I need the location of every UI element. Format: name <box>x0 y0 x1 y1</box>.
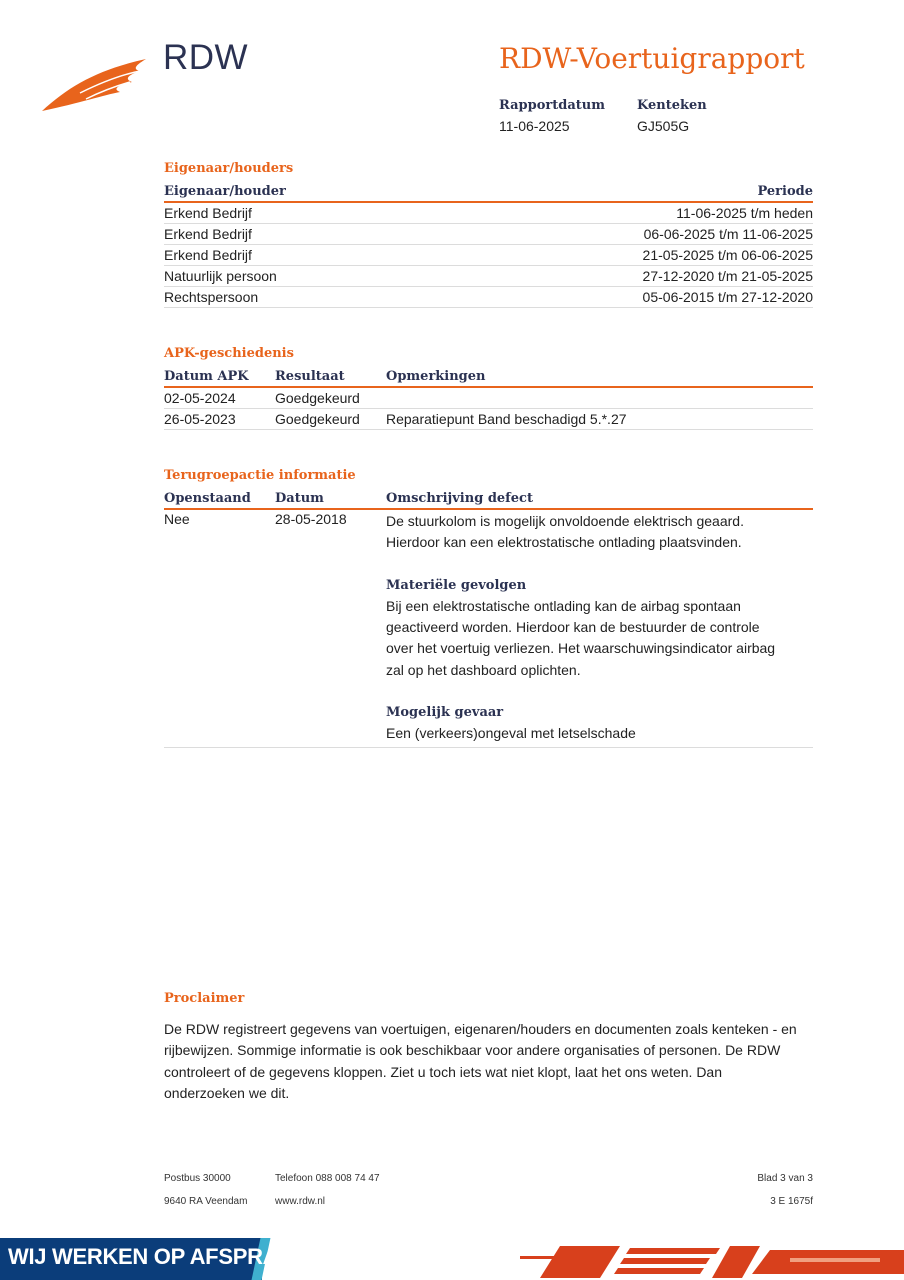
footer-phone: Telefoon 088 008 74 47 <box>275 1173 380 1184</box>
owner-cell: Erkend Bedrijf <box>164 202 435 224</box>
recall-consequences: Bij een elektrostatische ontlading kan de airbag spontaan geactiveerd worden. Hierdoor kan de bestuurder de controle over het voertuig verliezen. Het waarschuwingsindicator airbag zal op het dashboard oplichten. <box>386 597 776 678</box>
report-date-label: Rapportdatum <box>499 98 605 113</box>
recall-table <box>164 488 813 748</box>
recall-col-open: Openstaand <box>164 488 275 509</box>
period-cell: 06-06-2025 t/m 11-06-2025 <box>435 224 813 245</box>
recall-col-desc: Omschrijving defect <box>386 488 813 509</box>
table-row <box>164 509 813 747</box>
table-row <box>164 409 813 430</box>
period-cell: 21-05-2025 t/m 06-06-2025 <box>435 245 813 266</box>
plate-label: Kenteken <box>637 98 707 113</box>
period-cell: 05-06-2015 t/m 27-12-2020 <box>435 287 813 308</box>
owner-cell: Natuurlijk persoon <box>164 266 435 287</box>
apk-col-remarks: Opmerkingen <box>386 366 813 387</box>
speed-stripes-icon <box>520 1244 904 1280</box>
apk-result-cell: Goedgekeurd <box>275 409 386 430</box>
banner-text: WIJ WERKEN OP AFSPRAAK <box>8 1244 310 1269</box>
disclaimer-text: De RDW registreert gegevens van voertuigen, eigenaren/houders en documenten zoals kenteken - en rijbewijzen. Sommige informatie is ook beschikbaar voor andere organisaties of personen. De RDW controleert of de gegevens kloppen. Ziet u toch iets wat niet klopt, laat het ons weten. Dan onderzoeken we dit. <box>164 1021 797 1101</box>
apk-col-result: Resultaat <box>275 366 386 387</box>
recall-open-cell: Nee <box>164 509 275 747</box>
apk-col-date: Datum APK <box>164 366 275 387</box>
recall-danger-title: Mogelijk gevaar <box>386 705 504 721</box>
footer-address-2: 9640 RA Veendam <box>164 1196 248 1207</box>
owners-table <box>164 181 813 308</box>
table-row <box>164 287 813 308</box>
owners-section-title: Eigenaar/houders <box>164 161 294 176</box>
apk-remarks-cell: Reparatiepunt Band beschadigd 5.*.27 <box>386 409 813 430</box>
table-row <box>164 224 813 245</box>
footer-website[interactable]: www.rdw.nl <box>275 1196 326 1207</box>
table-row <box>164 387 813 409</box>
owners-col-period: Periode <box>435 181 813 202</box>
footer-address-1: Postbus 30000 <box>164 1173 231 1184</box>
logo-text: RDW <box>163 38 249 77</box>
recall-description: De stuurkolom is mogelijk onvoldoende elektrisch geaard. Hierdoor kan een elektrostatische ontlading plaatsvinden. <box>386 513 744 551</box>
disclaimer-title: Proclaimer <box>164 991 245 1006</box>
table-row <box>164 202 813 224</box>
report-date: 11-06-2025 <box>499 118 570 134</box>
plate-number: GJ505G <box>637 118 690 134</box>
recall-date-cell: 28-05-2018 <box>275 509 386 747</box>
recall-desc-cell <box>386 509 813 747</box>
period-cell: 27-12-2020 t/m 21-05-2025 <box>435 266 813 287</box>
rdw-logo-icon <box>40 55 150 115</box>
footer-doc-code: 3 E 1675f <box>770 1196 813 1207</box>
owners-col-owner: Eigenaar/houder <box>164 181 435 202</box>
period-cell: 11-06-2025 t/m heden <box>435 202 813 224</box>
footer-page-number: Blad 3 van 3 <box>757 1173 813 1184</box>
table-row <box>164 266 813 287</box>
apk-remarks-cell <box>386 387 813 409</box>
recall-danger: Een (verkeers)ongeval met letselschade <box>386 725 636 742</box>
apk-date-cell: 02-05-2024 <box>164 387 275 409</box>
recall-consequences-title: Materiële gevolgen <box>386 577 527 593</box>
apk-table <box>164 366 813 430</box>
recall-section-title: Terugroepactie informatie <box>164 468 356 483</box>
report-title: RDW-Voertuigrapport <box>499 42 805 75</box>
table-row <box>164 245 813 266</box>
apk-section-title: APK-geschiedenis <box>164 346 294 361</box>
apk-result-cell: Goedgekeurd <box>275 387 386 409</box>
owner-cell: Rechtspersoon <box>164 287 435 308</box>
owner-cell: Erkend Bedrijf <box>164 224 435 245</box>
owner-cell: Erkend Bedrijf <box>164 245 435 266</box>
recall-col-date: Datum <box>275 488 386 509</box>
apk-date-cell: 26-05-2023 <box>164 409 275 430</box>
